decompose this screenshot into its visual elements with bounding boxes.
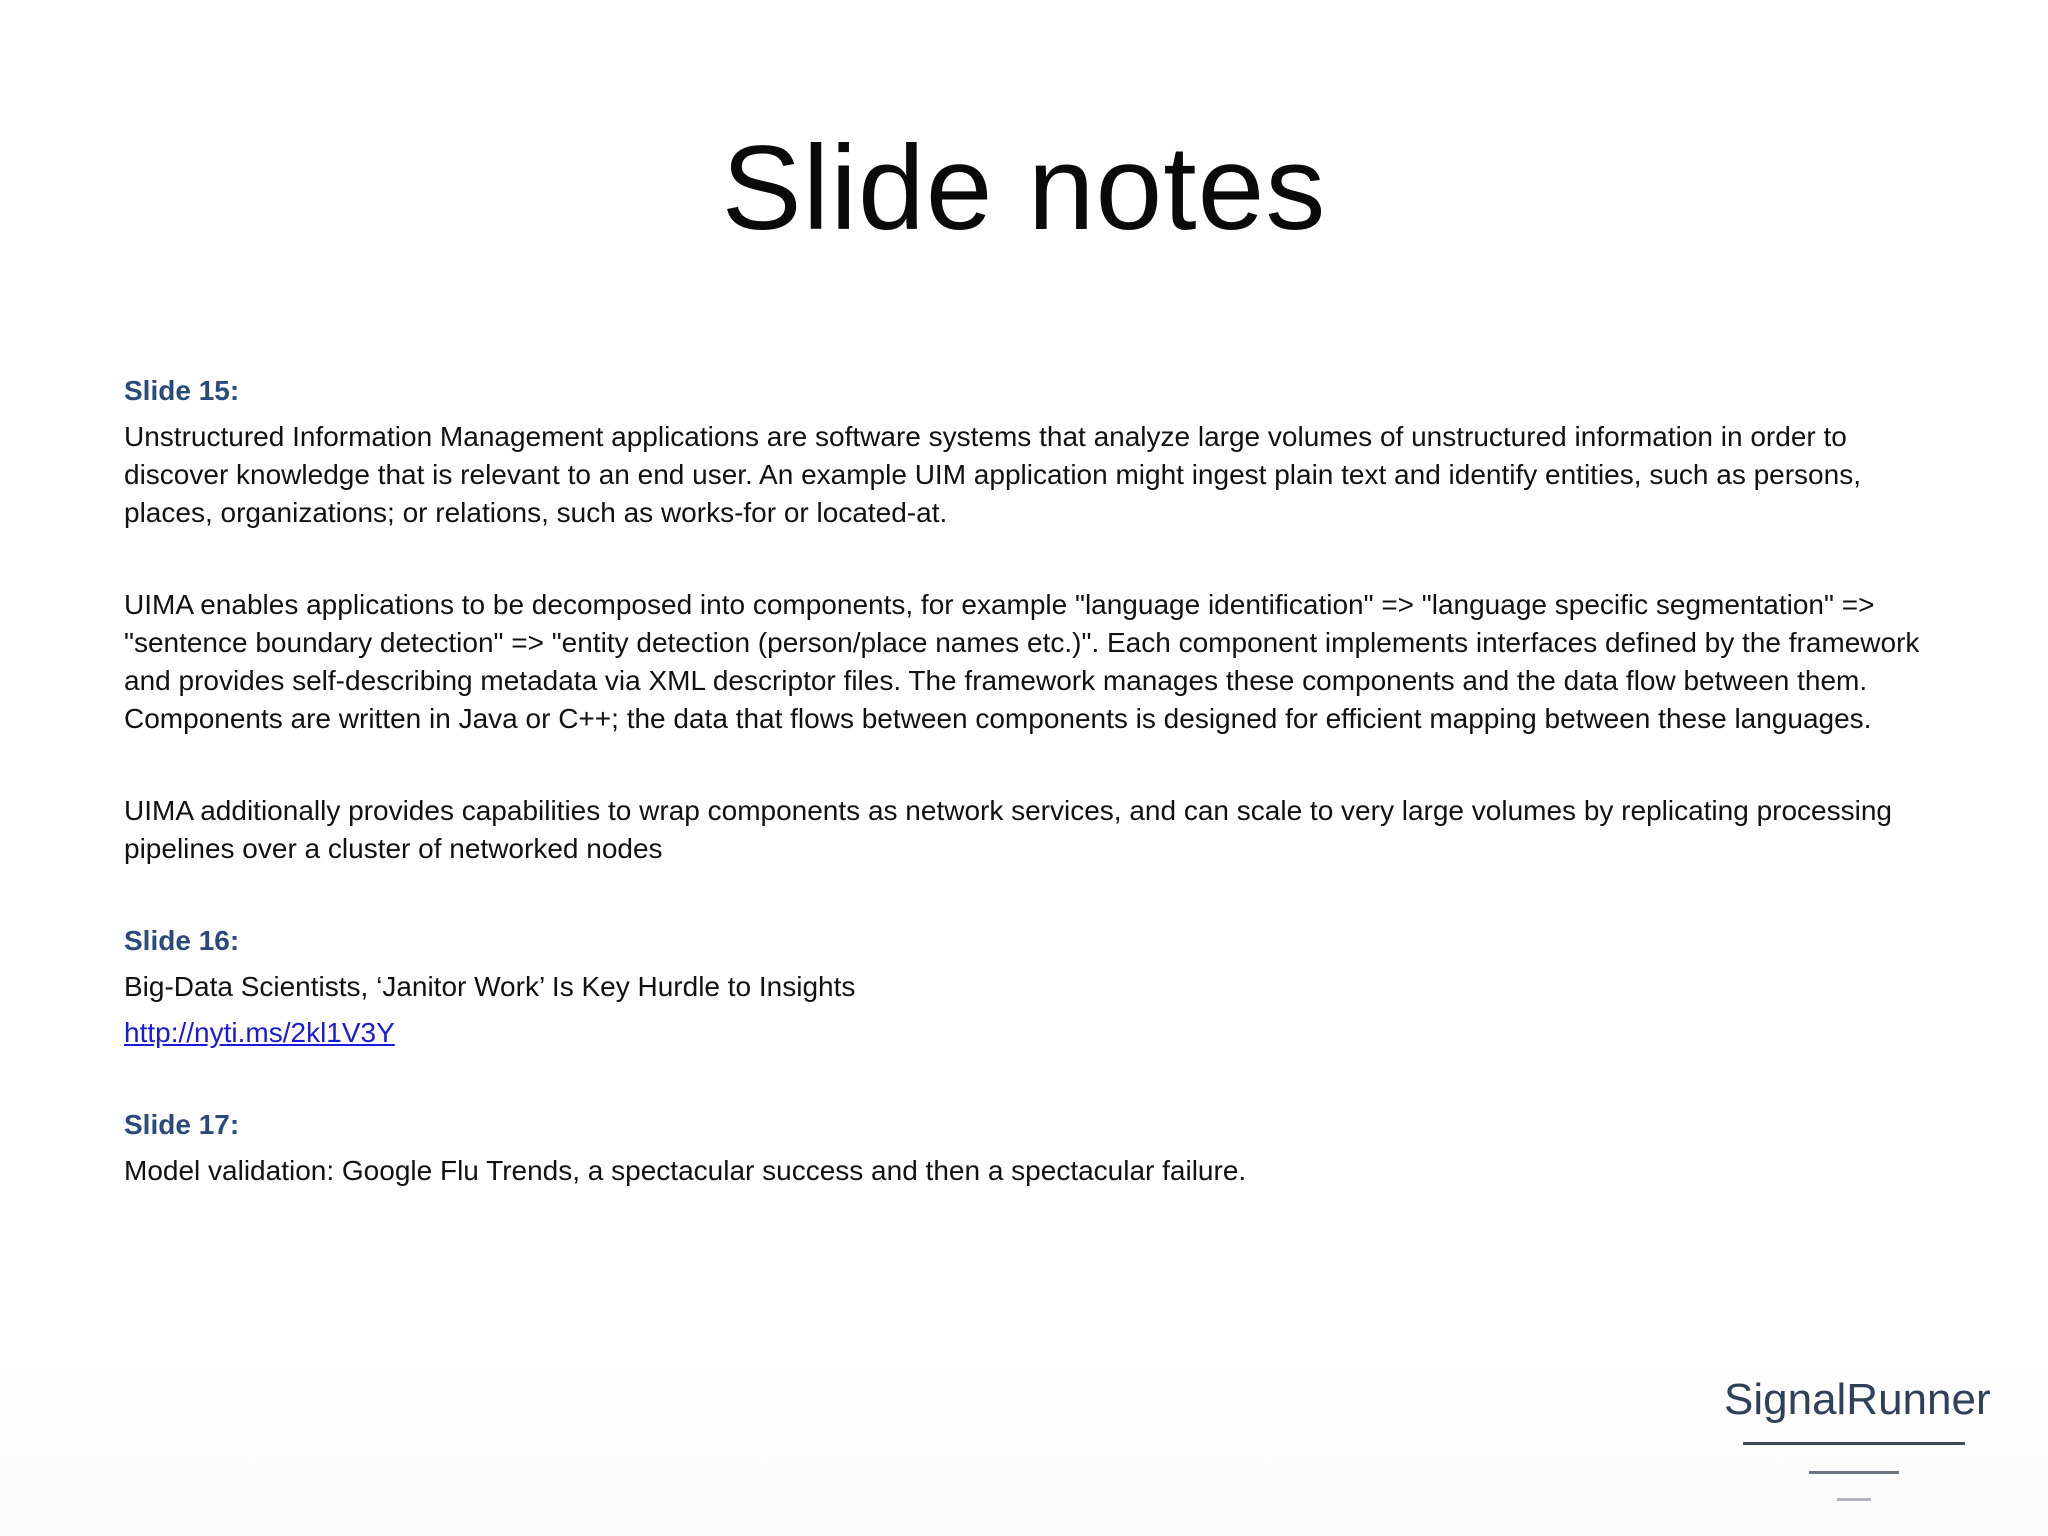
logo-underline-mid — [1809, 1471, 1899, 1474]
note-section-slide-16 — [124, 922, 1954, 1052]
note-section-slide-17 — [124, 1106, 1954, 1190]
note-paragraph: Model validation: Google Flu Trends, a spectacular success and then a spectacular failure. — [124, 1155, 1247, 1186]
signalrunner-logo — [1724, 1375, 1991, 1501]
logo-underline-long — [1743, 1442, 1965, 1445]
note-section-slide-15 — [124, 372, 1954, 868]
note-heading: Slide 17: — [124, 1109, 240, 1140]
note-paragraph: Big-Data Scientists, ‘Janitor Work’ Is Key Hurdle to Insights — [124, 971, 856, 1002]
note-heading: Slide 15: — [124, 375, 240, 406]
note-paragraph: Unstructured Information Management applications are software systems that analyze large volumes of unstructured information in order to discover knowledge that is relevant to an end user. An example UIM application might ingest plain text and identify entities, such as persons, places, organizations; or relations, such as works-for or located-at. — [124, 421, 1861, 528]
note-paragraph: UIMA enables applications to be decomposed into components, for example "language identification" => "language specific segmentation" => "sentence boundary detection" => "entity detection (person/place names etc.)". Each component implements interfaces defined by the framework and provides self-describing metadata via XML descriptor files. The framework manages these components and the data flow between them. Components are written in Java or C++; the data that flows between components is designed for efficient mapping between these languages. — [124, 589, 1920, 734]
note-heading: Slide 16: — [124, 925, 240, 956]
logo-wordmark: SignalRunner — [1724, 1375, 1991, 1424]
logo-underline-short — [1837, 1498, 1871, 1501]
notes-content — [124, 372, 1954, 1190]
note-paragraph: UIMA additionally provides capabilities to wrap components as network services, and can scale to very large volumes by replicating processing pipelines over a cluster of networked nodes — [124, 795, 1892, 864]
page-title: Slide notes — [721, 121, 1327, 255]
article-link[interactable]: http://nyti.ms/2kl1V3Y — [124, 1017, 395, 1048]
